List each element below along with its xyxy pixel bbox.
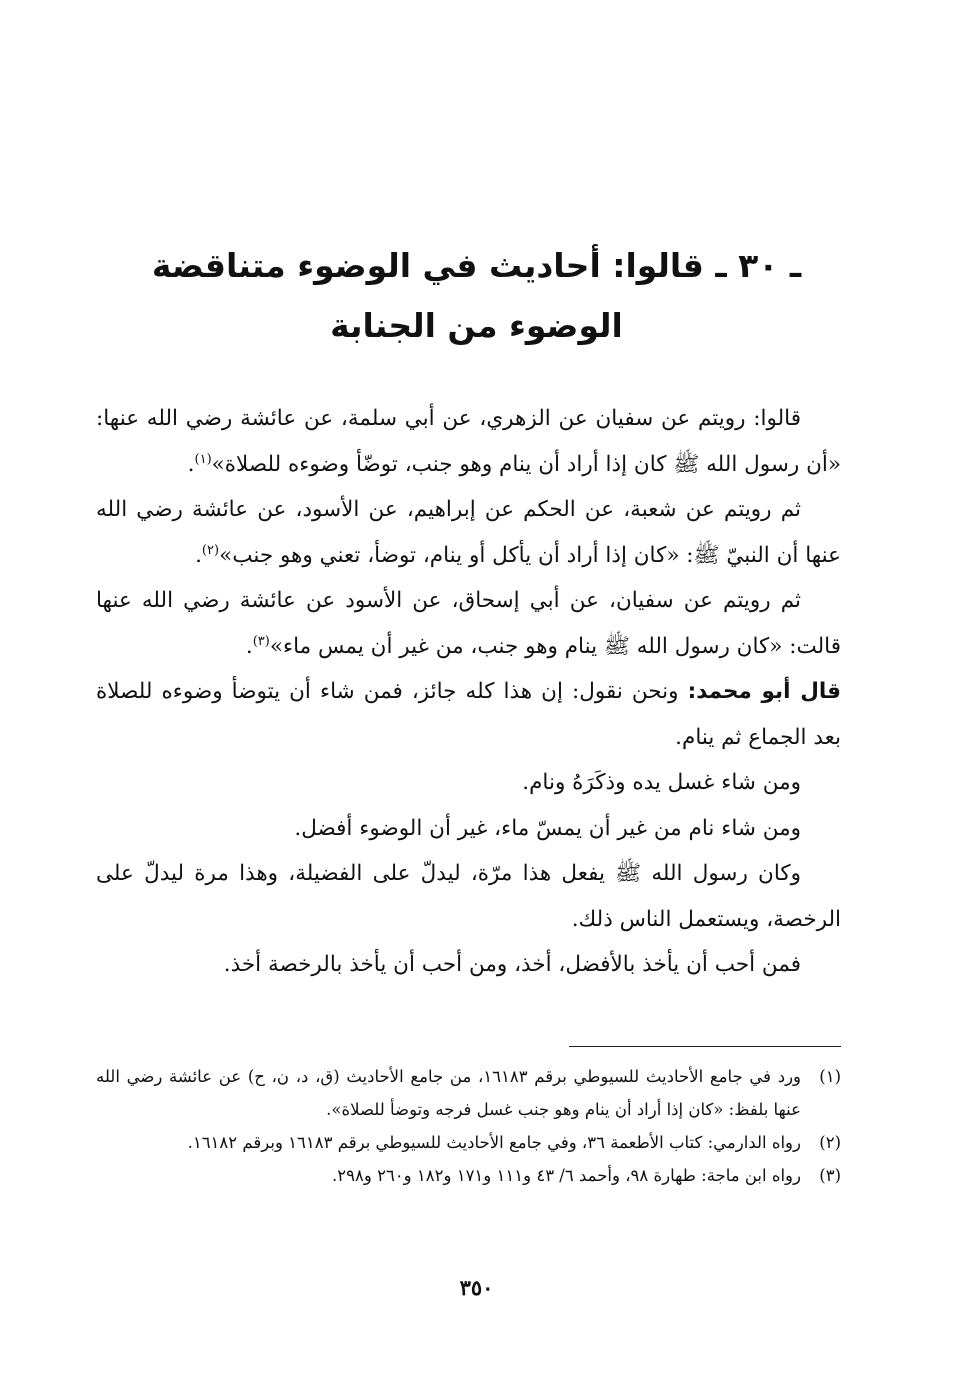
paragraph-2 — [96, 487, 841, 578]
footnote-number: (٣) — [819, 1166, 841, 1185]
paragraph-6: ومن شاء نام من غير أن يمسّ ماء، غير أن الوضوء أفضل. — [294, 815, 801, 841]
speaker-label: قال أبو محمد: — [687, 679, 842, 704]
footnote-3 — [96, 1159, 841, 1192]
footnote-2 — [96, 1126, 841, 1159]
footnotes — [96, 1060, 841, 1192]
paragraph-1-text: قالوا: رويتم عن سفيان عن الزهري، عن أبي سلمة، عن عائشة رضي الله عنها: «أن رسول الله ﷺ كان إذا أراد أن ينام وهو جنب، توضّأ وضوءه للصلاة» — [96, 406, 841, 477]
paragraph-8: فمن أحب أن يأخذ بالأفضل، أخذ، ومن أحب أن يأخذ بالرخصة أخذ. — [223, 952, 801, 977]
paragraph-7: وكان رسول الله ﷺ يفعل هذا مرّة، ليدلّ على الفضيلة، وهذا مرة ليدلّ على الرخصة، ويستعمل الناس ذلك. — [96, 861, 841, 932]
paragraph-3-text: ثم رويتم عن سفيان، عن أبي إسحاق، عن الأسود عن عائشة رضي الله عنها قالت: «كان رسول الله ﷺ ينام وهو جنب، من غير أن يمس ماء» — [96, 588, 841, 659]
main-body-text — [96, 396, 841, 988]
paragraph-1-end: . — [187, 451, 195, 477]
footnote-ref-1: (١) — [194, 451, 212, 467]
paragraph-1 — [96, 396, 841, 487]
footnote-text: ورد في جامع الأحاديث للسيوطي برقم ١٦١٨٣، من جامع الأحاديث (ق، د، ن، ح) عن عائشة رضي الله عنها بلفظ: «كان إذا أراد أن ينام وهو جنب غسل فرجه وتوضأ للصلاة». — [96, 1067, 801, 1119]
footnote-ref-3: (٣) — [252, 633, 270, 649]
paragraph-2-end: . — [195, 542, 202, 568]
footnote-1 — [96, 1060, 841, 1126]
footnote-number: (٢) — [819, 1133, 841, 1152]
chapter-title — [80, 236, 873, 356]
footnote-divider — [569, 1046, 841, 1047]
paragraph-3 — [96, 578, 841, 669]
paragraph-5: ومن شاء غسل يده وذكَرَهُ ونام. — [522, 770, 801, 795]
paragraph-2-text: ثم رويتم عن شعبة، عن الحكم عن إبراهيم، عن الأسود، عن عائشة رضي الله عنها أن النبيّ ﷺ: «كان إذا أراد أن يأكل أو ينام، توضأ، تعني وهو جنب» — [96, 497, 841, 568]
footnote-text: رواه الدارمي: كتاب الأطعمة ٣٦، وفي جامع الأحاديث للسيوطي برقم ١٦١٨٣ وبرقم ١٦١٨٢. — [187, 1133, 801, 1152]
chapter-title-line-1: ـ ٣٠ ـ قالوا: أحاديث في الوضوء متناقضة — [151, 246, 802, 285]
paragraph-4-text: ونحن نقول: إن هذا كله جائز، فمن شاء أن يتوضأ وضوءه للصلاة بعد الجماع ثم ينام. — [96, 679, 841, 750]
paragraph-3-end: . — [245, 633, 253, 659]
footnote-number: (١) — [819, 1067, 841, 1086]
footnote-text: رواه ابن ماجة: طهارة ٩٨، وأحمد ٦/ ٤٣ و١١١ و١٧١ و١٨٢ و٢٦٠ و٢٩٨. — [332, 1166, 801, 1185]
chapter-subtitle: الوضوء من الجنابة — [330, 306, 623, 345]
paragraph-4 — [96, 669, 841, 760]
footnote-ref-2: (٢) — [201, 542, 220, 558]
page-number: ٣٥٠ — [459, 1275, 494, 1300]
